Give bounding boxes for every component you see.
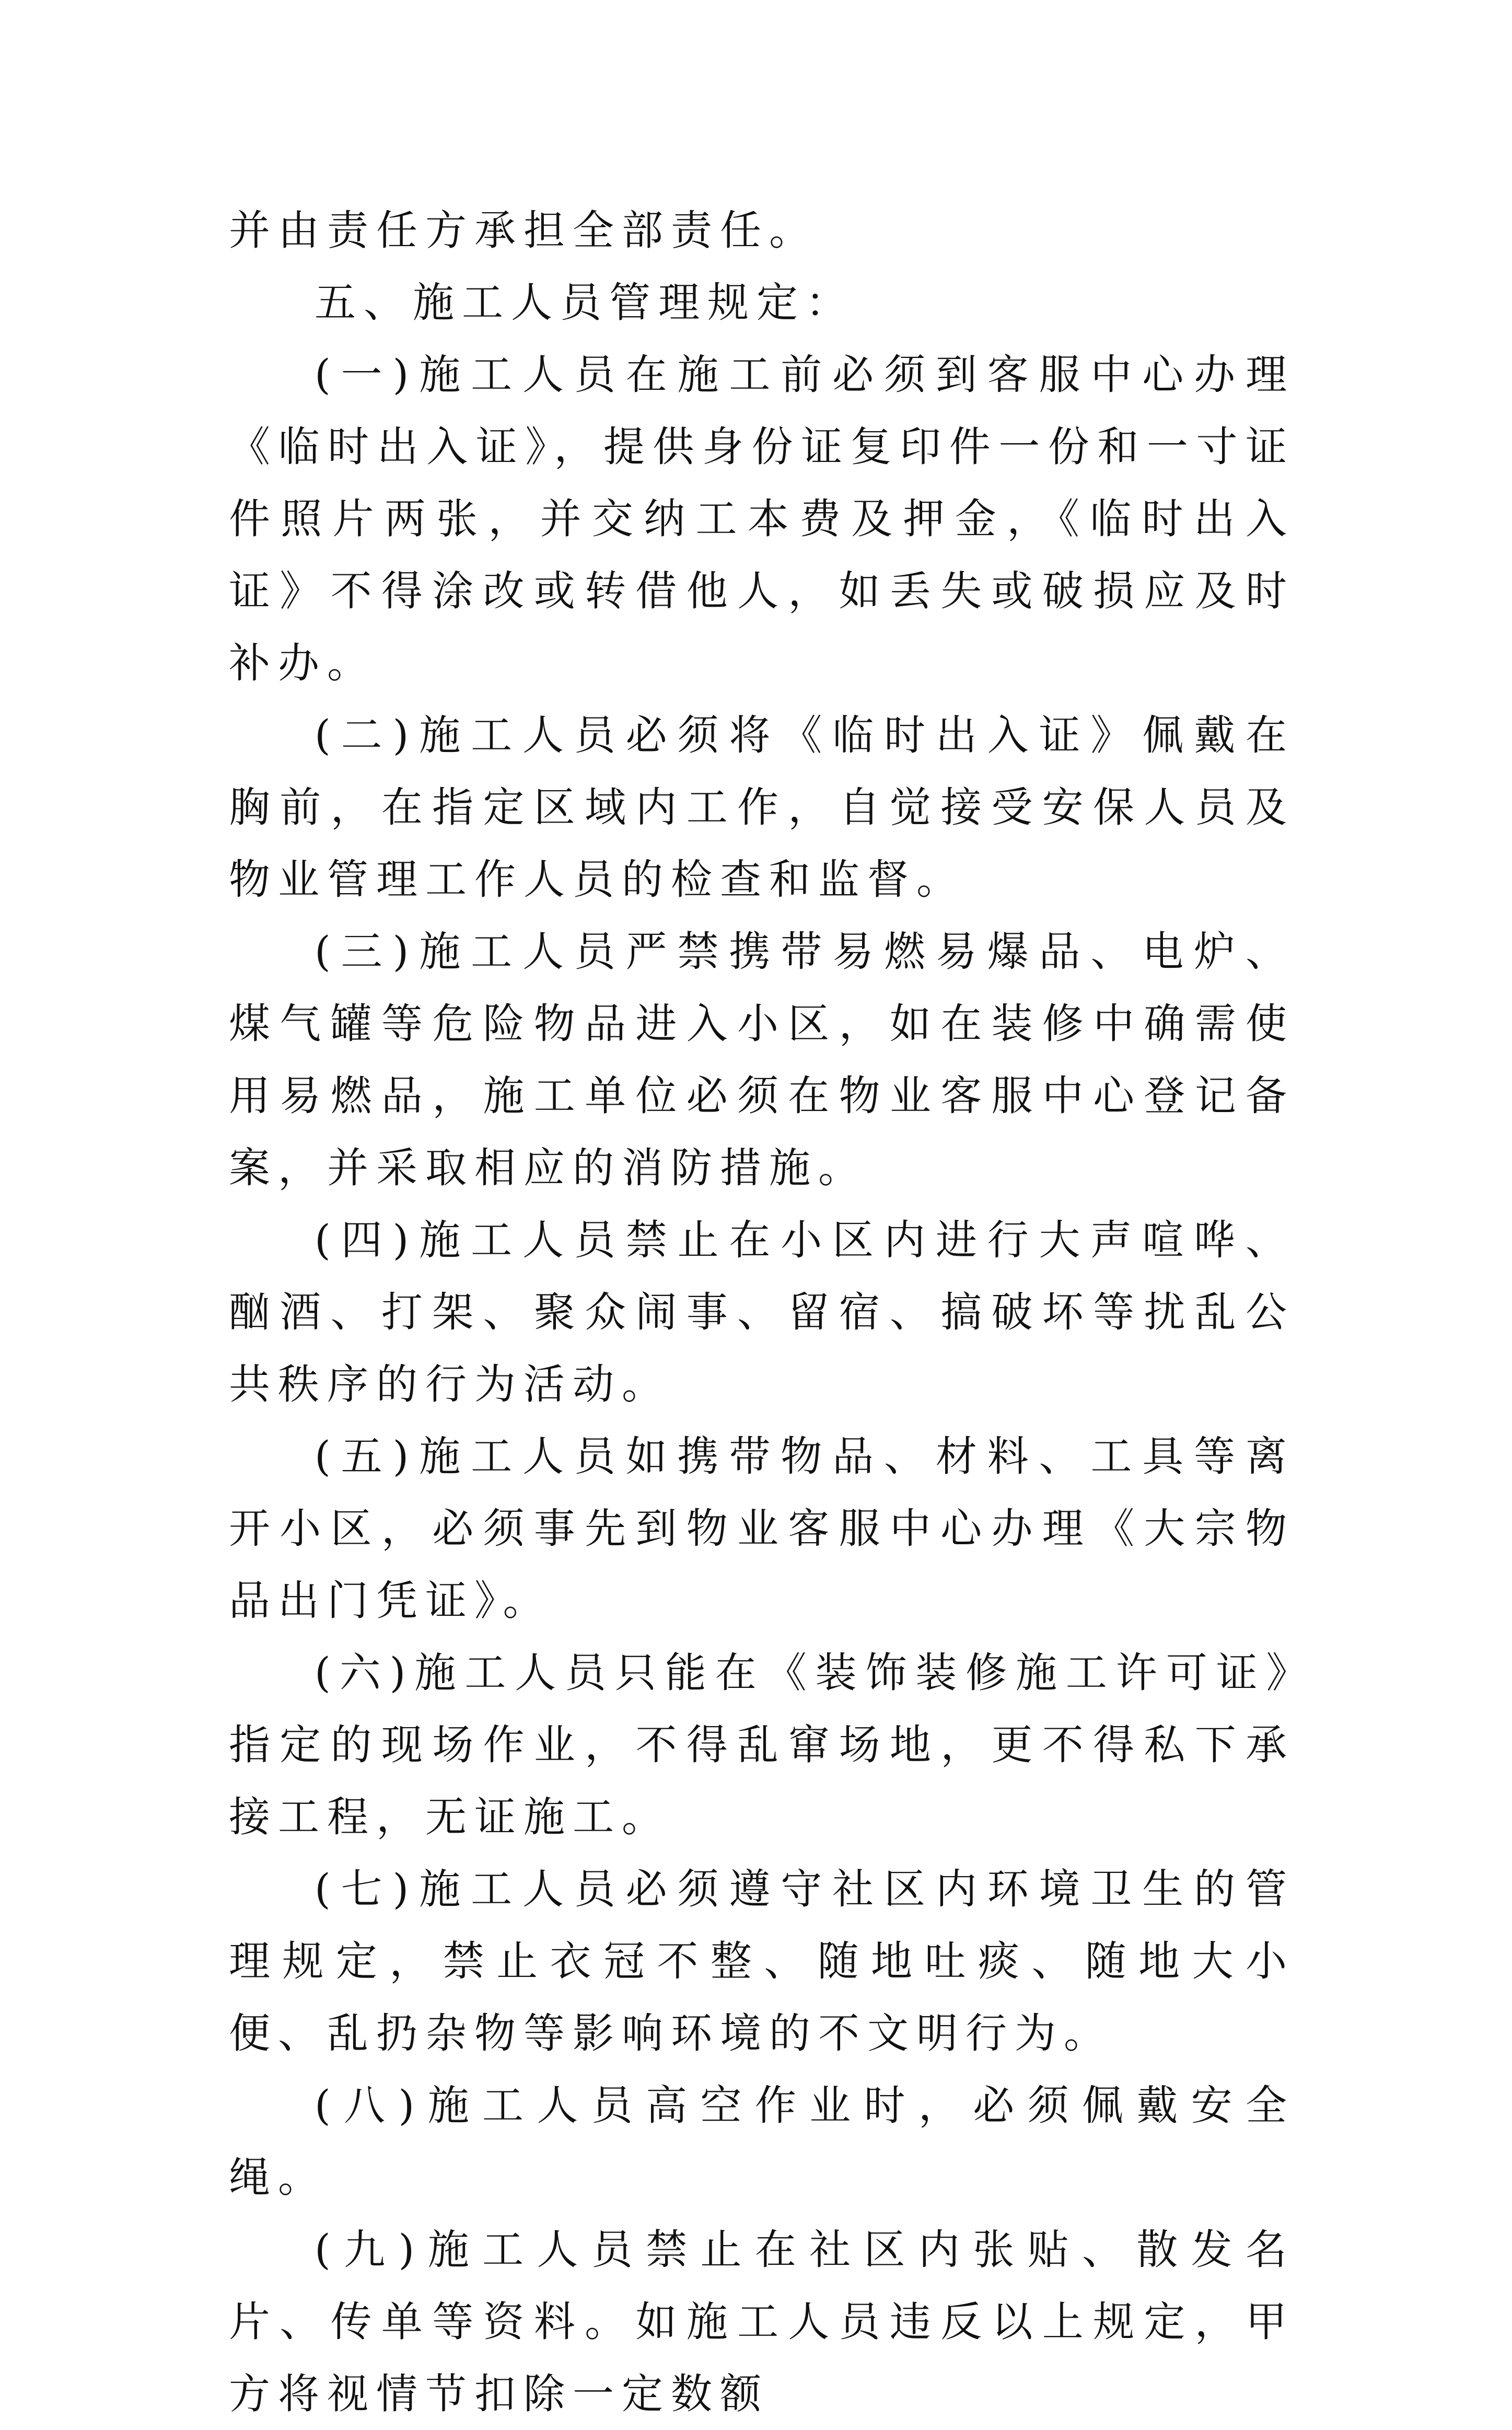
rule-9-flyers: (九)施工人员禁止在社区内张贴、散发名片、传单等资料。如施工人员违反以上规定，甲方将视情节扣除一定数额 [229, 2226, 1295, 2418]
paragraph-continued-responsibility: 并由责任方承担全部责任。 [229, 206, 818, 254]
rule-6-permit-site: (六)施工人员只能在《装饰装修施工许可证》指定的现场作业，不得乱窜场地，更不得私下承接工程，无证施工。 [229, 1649, 1295, 1841]
rule-7-sanitation: (七)施工人员必须遵守社区内环境卫生的管理规定，禁止衣冠不整、随地吐痰、随地大小便、乱扔杂物等影响环境的不文明行为。 [229, 1865, 1295, 2057]
rule-1-temporary-pass: (一)施工人员在施工前必须到客服中心办理《临时出入证》，提供身份证复印件一份和一寸证件照片两张，并交纳工本费及押金，《临时出入证》不得涂改或转借他人，如丢失或破损应及时补办。 [229, 351, 1295, 687]
document-body [229, 194, 1295, 2430]
rule-4-public-order: (四)施工人员禁止在小区内进行大声喧哗、酗酒、打架、聚众闹事、留宿、搞破坏等扰乱公共秩序的行为活动。 [229, 1216, 1295, 1408]
rule-5-goods-exit: (五)施工人员如携带物品、材料、工具等离开小区，必须事先到物业客服中心办理《大宗物品出门凭证》。 [229, 1432, 1295, 1625]
rule-2-wear-pass: (二)施工人员必须将《临时出入证》佩戴在胸前，在指定区域内工作，自觉接受安保人员及物业管理工作人员的检查和监督。 [229, 711, 1295, 904]
rule-3-dangerous-goods: (三)施工人员严禁携带易燃易爆品、电炉、煤气罐等危险物品进入小区，如在装修中确需使用易燃品，施工单位必须在物业客服中心登记备案，并采取相应的消防措施。 [229, 928, 1295, 1192]
rule-8-safety-rope: (八)施工人员高空作业时，必须佩戴安全绳。 [229, 2081, 1295, 2202]
section-heading-worker-rules: 五、施工人员管理规定： [315, 279, 855, 327]
